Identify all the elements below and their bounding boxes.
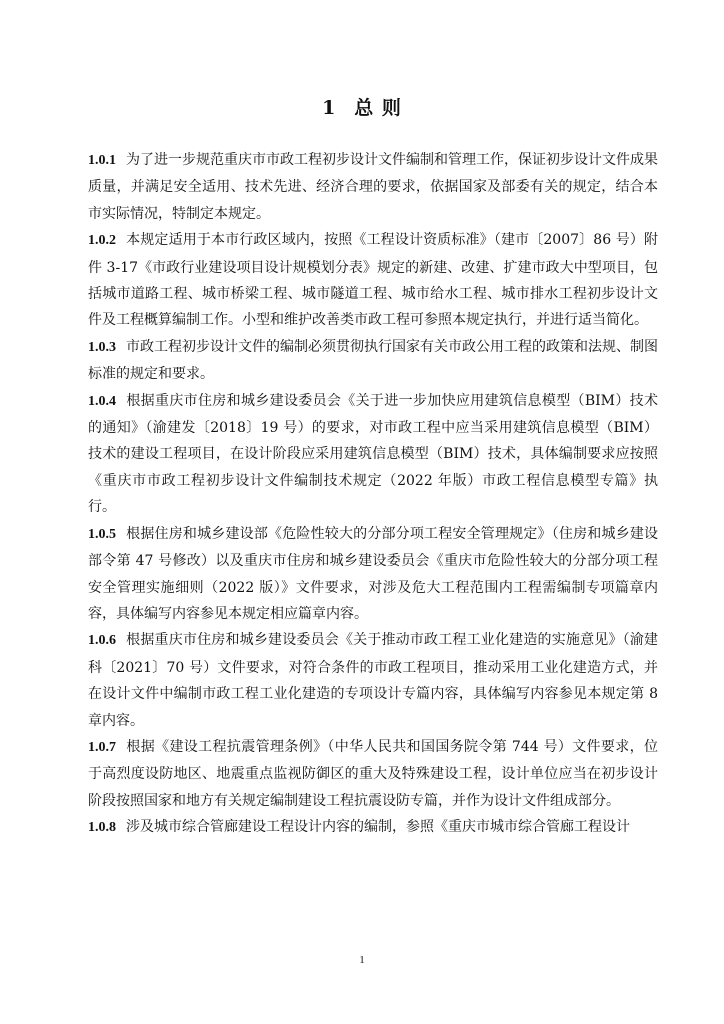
clause-1-0-7 [88,734,658,814]
clause-1-0-3 [88,334,658,388]
clause-text: 为了进一步规范重庆市市政工程初步设计文件编制和管理工作，保证初步设计文件成果质量，并满足安全适用、技术先进、经济合理的要求，依据国家及部委有关的规定，结合本市实际情况，特制定本规定。 [88,152,658,222]
clause-1-0-2 [88,227,658,334]
chapter-number: 1 [322,97,337,119]
clause-1-0-6 [88,627,658,734]
clause-number: 1.0.2 [88,233,116,249]
clause-text: 本规定适用于本市行政区域内，按照《工程设计资质标准》（建市〔2007〕86 号）附件 3-17《市政行业建设项目设计规模划分表》规定的新建、改建、扩建市政大中型项目，包括城市道路工程、城市桥梁工程、城市隧道工程、城市给水工程、城市排水工程初步设计文件及工程概算编制工作。小型和维护改善类市政工程可参照本规定执行，并进行适当简化。 [88,232,658,329]
clause-text: 根据重庆市住房和城乡建设委员会《关于进一步加快应用建筑信息模型（BIM）技术的通知》（渝建发〔2018〕19 号）的要求，对市政工程中应当采用建筑信息模型（BIM）技术的建设工程项目，在设计阶段应采用建筑信息模型（BIM）技术，具体编制要求应按照《重庆市市政工程初步设计文件编制技术规定（2022 年版）市政工程信息模型专篇》执行。 [88,392,658,516]
clause-text: 根据《建设工程抗震管理条例》（中华人民共和国国务院令第 744 号）文件要求，位于高烈度设防地区、地震重点监视防御区的重大及特殊建设工程，设计单位应当在初步设计阶段按照国家和地方有关规定编制建设工程抗震设防专篇，并作为设计文件组成部分。 [88,738,658,809]
clause-text: 市政工程初步设计文件的编制必须贯彻执行国家有关市政公用工程的政策和法规、制图标准的规定和要求。 [88,338,658,383]
clause-number: 1.0.7 [88,739,116,755]
clause-number: 1.0.1 [88,153,116,168]
clause-1-0-8 [88,814,658,841]
clause-number: 1.0.6 [88,633,116,649]
chapter-title [0,93,724,120]
clauses-body [88,147,658,842]
clause-number: 1.0.5 [88,526,116,542]
page-number: 1 [359,954,365,966]
clause-number: 1.0.8 [88,820,116,836]
clause-text: 根据重庆市住房和城乡建设委员会《关于推动市政工程工业化建造的实施意见》（渝建科〔2021〕70 号）文件要求，对符合条件的市政工程项目，推动采用工业化建造方式，并在设计文件中编制市政工程工业化建造的专项设计专篇内容，具体编写内容参见本规定第 8 章内容。 [88,632,658,729]
clause-text: 根据住房和城乡建设部《危险性较大的分部分项工程安全管理规定》（住房和城乡建设部令第 47 号修改）以及重庆市住房和城乡建设委员会《重庆市危险性较大的分部分项工程安全管理实施细则（2022 版）》文件要求，对涉及危大工程范围内工程需编制专项篇章内容，具体编写内容参见本规定相应篇章内容。 [88,525,658,622]
clause-number: 1.0.4 [88,393,116,409]
clause-1-0-4 [88,388,658,521]
clause-text: 涉及城市综合管廊建设工程设计内容的编制，参照《重庆市城市综合管廊工程设计 [126,819,630,836]
clause-1-0-5 [88,521,658,628]
clause-1-0-1 [88,147,658,227]
clause-number: 1.0.3 [88,339,116,355]
chapter-title-text: 总 则 [354,97,402,119]
